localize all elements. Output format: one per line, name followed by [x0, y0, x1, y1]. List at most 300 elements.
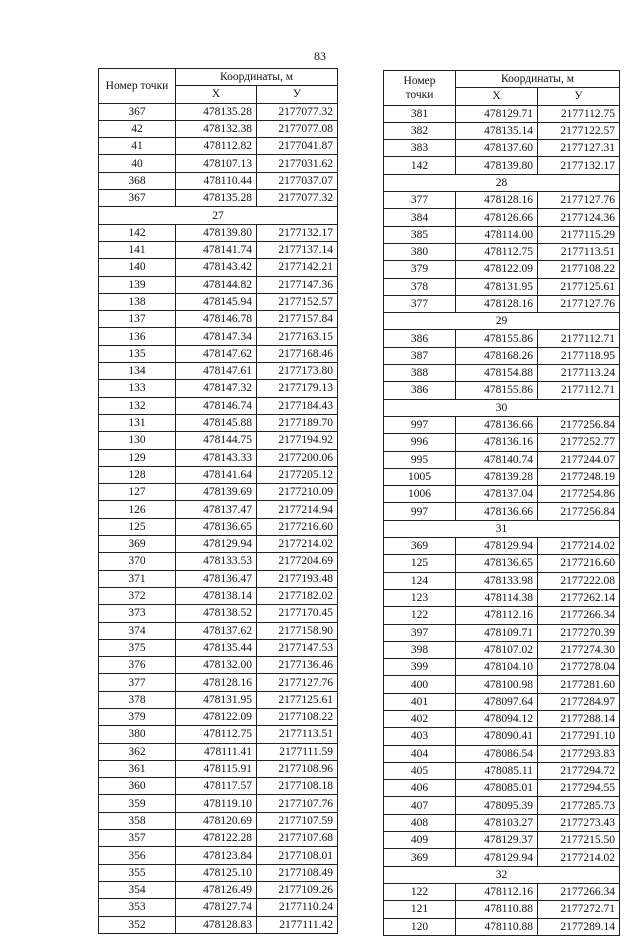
point-number-cell: 398	[384, 641, 456, 658]
y-coordinate-cell: 2177077.32	[257, 103, 338, 120]
x-coordinate-cell: 478147.32	[176, 380, 257, 397]
point-number-cell: 120	[384, 918, 456, 935]
x-coordinate-cell: 478141.64	[176, 466, 257, 483]
point-number-cell: 130	[99, 432, 176, 449]
y-coordinate-cell: 2177152.57	[257, 293, 338, 310]
table-row	[384, 295, 620, 312]
point-number-cell: 122	[384, 883, 456, 900]
point-number-cell: 357	[99, 830, 176, 847]
y-coordinate-cell: 2177122.57	[538, 122, 620, 139]
x-coordinate-cell: 478122.28	[176, 830, 257, 847]
table-row	[99, 778, 338, 795]
table-row	[384, 192, 620, 209]
y-coordinate-cell: 2177125.61	[538, 278, 620, 295]
y-coordinate-cell: 2177184.43	[257, 397, 338, 414]
x-coordinate-cell: 478128.16	[456, 295, 538, 312]
table-row	[99, 708, 338, 725]
table-row	[99, 847, 338, 864]
x-coordinate-cell: 478168.26	[456, 347, 538, 364]
y-coordinate-cell: 2177262.14	[538, 589, 620, 606]
y-coordinate-cell: 2177216.60	[257, 518, 338, 535]
y-coordinate-cell: 2177112.71	[538, 382, 620, 399]
y-coordinate-cell: 2177173.80	[257, 363, 338, 380]
point-number-cell: 371	[99, 570, 176, 587]
table-row	[99, 605, 338, 622]
point-number-cell: 127	[99, 484, 176, 501]
y-coordinate-cell: 2177132.17	[257, 224, 338, 241]
point-number-cell: 140	[99, 259, 176, 276]
y-coordinate-cell: 2177189.70	[257, 414, 338, 431]
y-coordinate-cell: 2177222.08	[538, 572, 620, 589]
point-number-cell: 384	[384, 209, 456, 226]
y-coordinate-cell: 2177215.50	[538, 832, 620, 849]
point-number-cell: 379	[99, 708, 176, 725]
table-row	[99, 449, 338, 466]
point-number-cell: 142	[99, 224, 176, 241]
x-coordinate-cell: 478129.37	[456, 832, 538, 849]
point-number-cell: 125	[99, 518, 176, 535]
table-row	[384, 365, 620, 382]
x-coordinate-cell: 478136.65	[456, 555, 538, 572]
table-row	[384, 451, 620, 468]
point-number-cell: 407	[384, 797, 456, 814]
x-coordinate-cell: 478139.80	[456, 157, 538, 174]
y-coordinate-cell: 2177248.19	[538, 468, 620, 485]
table-row	[99, 760, 338, 777]
y-coordinate-cell: 2177214.02	[257, 536, 338, 553]
point-number-cell: 134	[99, 363, 176, 380]
y-coordinate-cell: 2177266.34	[538, 883, 620, 900]
table-row	[99, 224, 338, 241]
table-row	[99, 311, 338, 328]
x-coordinate-cell: 478125.10	[176, 864, 257, 881]
table-row	[99, 657, 338, 674]
point-number-cell: 135	[99, 345, 176, 362]
x-coordinate-cell: 478126.66	[456, 209, 538, 226]
point-number-cell: 367	[99, 190, 176, 207]
table-row	[99, 345, 338, 362]
table-row	[99, 397, 338, 414]
x-coordinate-cell: 478135.44	[176, 639, 257, 656]
x-coordinate-cell: 478095.39	[456, 797, 538, 814]
point-number-cell: 385	[384, 226, 456, 243]
y-coordinate-cell: 2177147.36	[257, 276, 338, 293]
x-coordinate-cell: 478110.88	[456, 901, 538, 918]
y-coordinate-cell: 2177244.07	[538, 451, 620, 468]
table-row	[99, 501, 338, 518]
table-row	[99, 639, 338, 656]
y-coordinate-cell: 2177125.61	[257, 691, 338, 708]
point-number-cell: 360	[99, 778, 176, 795]
table-row	[384, 226, 620, 243]
table-row	[99, 916, 338, 933]
section-row	[384, 520, 620, 537]
x-coordinate-cell: 478112.75	[456, 243, 538, 260]
y-coordinate-cell: 2177200.06	[257, 449, 338, 466]
x-coordinate-cell: 478136.65	[176, 518, 257, 535]
section-row	[99, 207, 338, 224]
table-row	[384, 832, 620, 849]
point-number-cell: 386	[384, 382, 456, 399]
y-coordinate-cell: 2177273.43	[538, 814, 620, 831]
point-number-cell: 401	[384, 693, 456, 710]
table-row	[99, 414, 338, 431]
x-coordinate-cell: 478110.44	[176, 172, 257, 189]
y-coordinate-cell: 2177210.09	[257, 484, 338, 501]
x-coordinate-cell: 478104.10	[456, 659, 538, 676]
x-coordinate-cell: 478120.69	[176, 812, 257, 829]
x-coordinate-cell: 478112.75	[176, 726, 257, 743]
header-point-number: Номер точки	[384, 71, 456, 106]
x-coordinate-cell: 478143.33	[176, 449, 257, 466]
table-row	[99, 570, 338, 587]
table-row	[99, 743, 338, 760]
table-row	[384, 710, 620, 727]
point-number-cell: 40	[99, 155, 176, 172]
point-number-cell: 368	[99, 172, 176, 189]
point-number-cell: 997	[384, 416, 456, 433]
table-row	[99, 587, 338, 604]
point-number-cell: 373	[99, 605, 176, 622]
coordinates-rows-right	[384, 105, 620, 935]
section-row	[384, 399, 620, 416]
point-number-cell: 1006	[384, 486, 456, 503]
y-coordinate-cell: 2177285.73	[538, 797, 620, 814]
section-row	[384, 174, 620, 191]
y-coordinate-cell: 2177110.24	[257, 899, 338, 916]
x-coordinate-cell: 478123.84	[176, 847, 257, 864]
point-number-cell: 122	[384, 607, 456, 624]
table-row	[99, 466, 338, 483]
point-number-cell: 129	[99, 449, 176, 466]
point-number-cell: 1005	[384, 468, 456, 485]
point-number-cell: 142	[384, 157, 456, 174]
y-coordinate-cell: 2177214.94	[257, 501, 338, 518]
point-number-cell: 353	[99, 899, 176, 916]
point-number-cell: 387	[384, 347, 456, 364]
x-coordinate-cell: 478085.11	[456, 762, 538, 779]
point-number-cell: 380	[384, 243, 456, 260]
table-row	[384, 382, 620, 399]
table-row	[384, 434, 620, 451]
point-number-cell: 356	[99, 847, 176, 864]
y-coordinate-cell: 2177113.51	[257, 726, 338, 743]
table-row	[384, 486, 620, 503]
y-coordinate-cell: 2177147.53	[257, 639, 338, 656]
table-row	[99, 484, 338, 501]
table-row	[384, 659, 620, 676]
y-coordinate-cell: 2177107.76	[257, 795, 338, 812]
point-number-cell: 136	[99, 328, 176, 345]
point-number-cell: 386	[384, 330, 456, 347]
y-coordinate-cell: 2177205.12	[257, 466, 338, 483]
table-row	[384, 468, 620, 485]
x-coordinate-cell: 478097.64	[456, 693, 538, 710]
y-coordinate-cell: 2177291.10	[538, 728, 620, 745]
y-coordinate-cell: 2177108.96	[257, 760, 338, 777]
x-coordinate-cell: 478131.95	[456, 278, 538, 295]
x-coordinate-cell: 478132.38	[176, 120, 257, 137]
x-coordinate-cell: 478131.95	[176, 691, 257, 708]
x-coordinate-cell: 478135.28	[176, 103, 257, 120]
point-number-cell: 133	[99, 380, 176, 397]
table-row	[384, 676, 620, 693]
x-coordinate-cell: 478086.54	[456, 745, 538, 762]
x-coordinate-cell: 478107.02	[456, 641, 538, 658]
y-coordinate-cell: 2177115.29	[538, 226, 620, 243]
x-coordinate-cell: 478138.52	[176, 605, 257, 622]
point-number-cell: 123	[384, 589, 456, 606]
x-coordinate-cell: 478128.83	[176, 916, 257, 933]
table-row	[99, 553, 338, 570]
y-coordinate-cell: 2177214.02	[538, 849, 620, 866]
table-row	[384, 693, 620, 710]
point-number-cell: 375	[99, 639, 176, 656]
y-coordinate-cell: 2177107.59	[257, 812, 338, 829]
x-coordinate-cell: 478129.94	[176, 536, 257, 553]
x-coordinate-cell: 478129.94	[456, 538, 538, 555]
table-row	[384, 901, 620, 918]
y-coordinate-cell: 2177158.90	[257, 622, 338, 639]
table-row	[99, 120, 338, 137]
x-coordinate-cell: 478147.34	[176, 328, 257, 345]
x-coordinate-cell: 478129.94	[456, 849, 538, 866]
table-row	[99, 622, 338, 639]
y-coordinate-cell: 2177214.02	[538, 538, 620, 555]
x-coordinate-cell: 478147.61	[176, 363, 257, 380]
y-coordinate-cell: 2177108.01	[257, 847, 338, 864]
y-coordinate-cell: 2177137.14	[257, 241, 338, 258]
point-number-cell: 378	[99, 691, 176, 708]
section-row	[384, 866, 620, 883]
y-coordinate-cell: 2177112.75	[538, 105, 620, 122]
table-row	[384, 849, 620, 866]
table-row	[384, 780, 620, 797]
y-coordinate-cell: 2177270.39	[538, 624, 620, 641]
point-number-cell: 355	[99, 864, 176, 881]
table-row	[384, 918, 620, 935]
y-coordinate-cell: 2177289.14	[538, 918, 620, 935]
coordinates-rows-left	[99, 103, 338, 933]
x-coordinate-cell: 478146.78	[176, 311, 257, 328]
table-row	[384, 762, 620, 779]
x-coordinate-cell: 478146.74	[176, 397, 257, 414]
y-coordinate-cell: 2177272.71	[538, 901, 620, 918]
x-coordinate-cell: 478140.74	[456, 451, 538, 468]
point-number-cell: 409	[384, 832, 456, 849]
header-coordinates: Координаты, м	[176, 69, 338, 86]
x-coordinate-cell: 478136.47	[176, 570, 257, 587]
y-coordinate-cell: 2177127.76	[538, 192, 620, 209]
x-coordinate-cell: 478085.01	[456, 780, 538, 797]
y-coordinate-cell: 2177111.42	[257, 916, 338, 933]
x-coordinate-cell: 478137.60	[456, 140, 538, 157]
point-number-cell: 121	[384, 901, 456, 918]
x-coordinate-cell: 478144.82	[176, 276, 257, 293]
table-row	[384, 814, 620, 831]
table-row	[384, 797, 620, 814]
point-number-cell: 369	[384, 849, 456, 866]
y-coordinate-cell: 2177278.04	[538, 659, 620, 676]
point-number-cell: 358	[99, 812, 176, 829]
x-coordinate-cell: 478128.16	[456, 192, 538, 209]
section-label: 32	[384, 866, 620, 883]
table-row	[384, 140, 620, 157]
point-number-cell: 406	[384, 780, 456, 797]
point-number-cell: 137	[99, 311, 176, 328]
point-number-cell: 379	[384, 261, 456, 278]
x-coordinate-cell: 478115.91	[176, 760, 257, 777]
table-row	[384, 347, 620, 364]
point-number-cell: 138	[99, 293, 176, 310]
section-row	[384, 313, 620, 330]
point-number-cell: 377	[384, 192, 456, 209]
point-number-cell: 380	[99, 726, 176, 743]
y-coordinate-cell: 2177252.77	[538, 434, 620, 451]
x-coordinate-cell: 478114.38	[456, 589, 538, 606]
table-row	[384, 745, 620, 762]
table-row	[384, 538, 620, 555]
y-coordinate-cell: 2177127.76	[538, 295, 620, 312]
y-coordinate-cell: 2177294.72	[538, 762, 620, 779]
point-number-cell: 376	[99, 657, 176, 674]
x-coordinate-cell: 478138.14	[176, 587, 257, 604]
header-point-number: Номер точки	[99, 69, 176, 104]
y-coordinate-cell: 2177113.51	[538, 243, 620, 260]
x-coordinate-cell: 478128.16	[176, 674, 257, 691]
page-number: 83	[314, 49, 326, 63]
coordinates-table-right	[383, 70, 620, 936]
point-number-cell: 141	[99, 241, 176, 258]
y-coordinate-cell: 2177293.83	[538, 745, 620, 762]
point-number-cell: 381	[384, 105, 456, 122]
point-number-cell: 996	[384, 434, 456, 451]
y-coordinate-cell: 2177118.95	[538, 347, 620, 364]
table-row	[384, 572, 620, 589]
point-number-cell: 132	[99, 397, 176, 414]
section-label: 30	[384, 399, 620, 416]
x-coordinate-cell: 478133.53	[176, 553, 257, 570]
table-row	[99, 138, 338, 155]
point-number-cell: 362	[99, 743, 176, 760]
point-number-cell: 382	[384, 122, 456, 139]
x-coordinate-cell: 478122.09	[176, 708, 257, 725]
point-number-cell: 131	[99, 414, 176, 431]
point-number-cell: 405	[384, 762, 456, 779]
table-row	[384, 883, 620, 900]
x-coordinate-cell: 478135.14	[456, 122, 538, 139]
table-row	[384, 503, 620, 520]
point-number-cell: 388	[384, 365, 456, 382]
y-coordinate-cell: 2177170.45	[257, 605, 338, 622]
table-row	[384, 607, 620, 624]
y-coordinate-cell: 2177037.07	[257, 172, 338, 189]
header-x: X	[456, 88, 538, 105]
y-coordinate-cell: 2177077.08	[257, 120, 338, 137]
table-row	[99, 432, 338, 449]
x-coordinate-cell: 478135.28	[176, 190, 257, 207]
y-coordinate-cell: 2177127.76	[257, 674, 338, 691]
y-coordinate-cell: 2177132.17	[538, 157, 620, 174]
y-coordinate-cell: 2177136.46	[257, 657, 338, 674]
x-coordinate-cell: 478111.41	[176, 743, 257, 760]
table-row	[384, 589, 620, 606]
point-number-cell: 377	[99, 674, 176, 691]
section-label: 28	[384, 174, 620, 191]
point-number-cell: 361	[99, 760, 176, 777]
y-coordinate-cell: 2177163.15	[257, 328, 338, 345]
y-coordinate-cell: 2177256.84	[538, 503, 620, 520]
x-coordinate-cell: 478139.69	[176, 484, 257, 501]
x-coordinate-cell: 478094.12	[456, 710, 538, 727]
x-coordinate-cell: 478155.86	[456, 382, 538, 399]
point-number-cell: 402	[384, 710, 456, 727]
x-coordinate-cell: 478155.86	[456, 330, 538, 347]
table-row	[99, 830, 338, 847]
header-y: У	[538, 88, 620, 105]
point-number-cell: 124	[384, 572, 456, 589]
x-coordinate-cell: 478137.62	[176, 622, 257, 639]
point-number-cell: 139	[99, 276, 176, 293]
y-coordinate-cell: 2177266.34	[538, 607, 620, 624]
y-coordinate-cell: 2177288.14	[538, 710, 620, 727]
x-coordinate-cell: 478112.16	[456, 607, 538, 624]
y-coordinate-cell: 2177109.26	[257, 881, 338, 898]
section-label: 29	[384, 313, 620, 330]
y-coordinate-cell: 2177193.48	[257, 570, 338, 587]
x-coordinate-cell: 478136.66	[456, 503, 538, 520]
x-coordinate-cell: 478145.94	[176, 293, 257, 310]
table-row	[99, 380, 338, 397]
x-coordinate-cell: 478141.74	[176, 241, 257, 258]
table-row	[384, 416, 620, 433]
x-coordinate-cell: 478110.88	[456, 918, 538, 935]
y-coordinate-cell: 2177179.13	[257, 380, 338, 397]
point-number-cell: 404	[384, 745, 456, 762]
x-coordinate-cell: 478100.98	[456, 676, 538, 693]
y-coordinate-cell: 2177142.21	[257, 259, 338, 276]
point-number-cell: 377	[384, 295, 456, 312]
table-row	[99, 795, 338, 812]
point-number-cell: 128	[99, 466, 176, 483]
y-coordinate-cell: 2177254.86	[538, 486, 620, 503]
x-coordinate-cell: 478144.75	[176, 432, 257, 449]
point-number-cell: 995	[384, 451, 456, 468]
point-number-cell: 42	[99, 120, 176, 137]
y-coordinate-cell: 2177112.71	[538, 330, 620, 347]
y-coordinate-cell: 2177281.60	[538, 676, 620, 693]
x-coordinate-cell: 478117.57	[176, 778, 257, 795]
table-row	[99, 190, 338, 207]
table-row	[99, 276, 338, 293]
point-number-cell: 354	[99, 881, 176, 898]
table-row	[384, 728, 620, 745]
table-row	[384, 157, 620, 174]
x-coordinate-cell: 478107.13	[176, 155, 257, 172]
table-row	[99, 328, 338, 345]
y-coordinate-cell: 2177204.69	[257, 553, 338, 570]
coordinates-table-left	[98, 68, 338, 934]
table-row	[384, 555, 620, 572]
point-number-cell: 126	[99, 501, 176, 518]
point-number-cell: 400	[384, 676, 456, 693]
y-coordinate-cell: 2177274.30	[538, 641, 620, 658]
point-number-cell: 370	[99, 553, 176, 570]
table-row	[384, 209, 620, 226]
x-coordinate-cell: 478145.88	[176, 414, 257, 431]
table-row	[99, 293, 338, 310]
point-number-cell: 403	[384, 728, 456, 745]
